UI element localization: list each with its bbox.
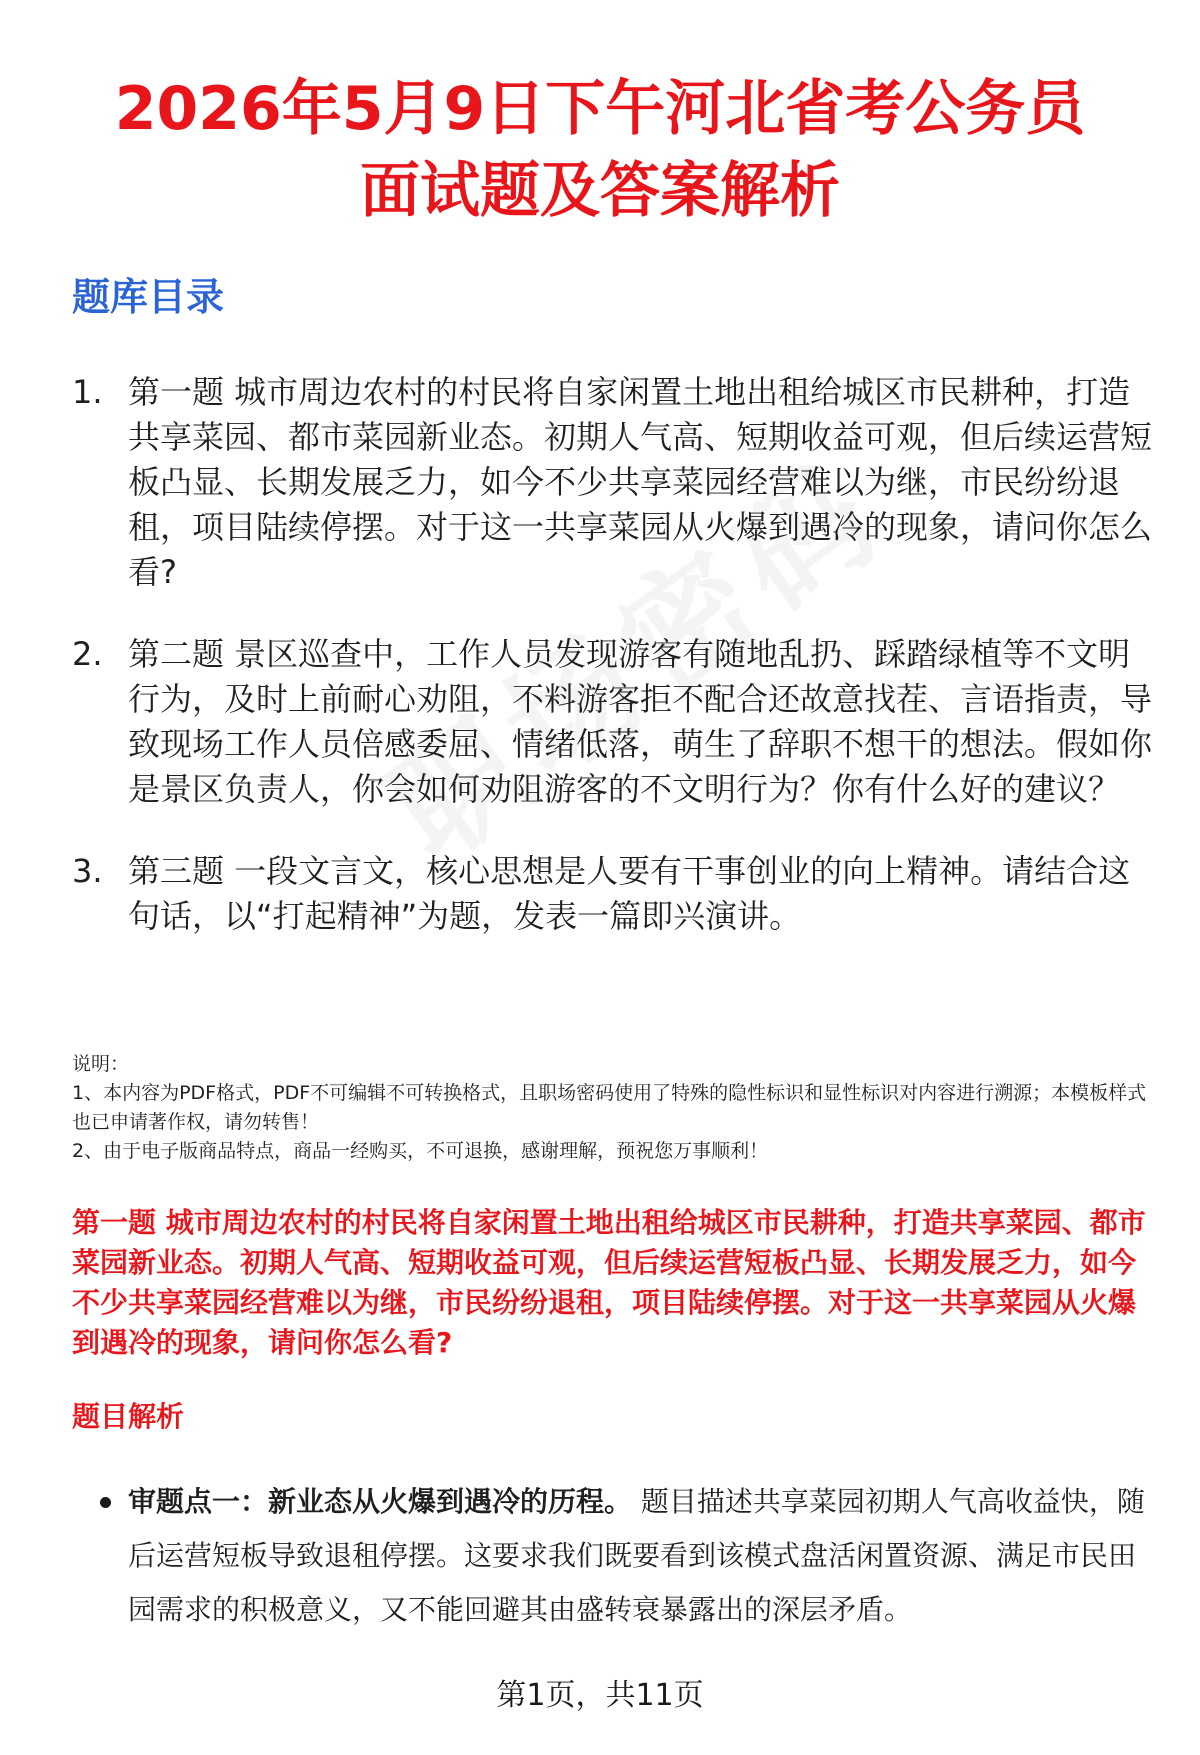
title-line-2: 面试题及答案解析 — [360, 156, 840, 226]
toc-item-text: 第一题 城市周边农村的村民将自家闲置土地出租给城区市民耕种，打造共享菜园、都市菜园新业态。初期人气高、短期收益可观，但后续运营短板凸显、长期发展乏力，如今不少共享菜园经营难以为继，市民纷纷退租，项目陆续停摆。对于这一共享菜园从火爆到遇冷的现象，请问你怎么看? — [128, 373, 1153, 591]
toc-item-number: 1. — [72, 373, 103, 411]
toc-item-number: 3. — [72, 852, 103, 890]
title-line-1: 2026年5月9日下午河北省考公务员 — [114, 74, 1086, 144]
toc-item-1[interactable] — [72, 370, 1152, 595]
note-1: 1、本内容为PDF格式，PDF不可编辑不可转换格式，且职场密码使用了特殊的隐性标识和显性标识对内容进行溯源；本模板样式也已申请著作权，请勿转售！ — [72, 1082, 1147, 1133]
toc-item-text: 第三题 一段文言文，核心思想是人要有干事创业的向上精神。请结合这句话，以“打起精神”为题，发表一篇即兴演讲。 — [128, 852, 1131, 935]
question-1-heading: 第一题 城市周边农村的村民将自家闲置土地出租给城区市民耕种，打造共享菜园、都市菜园新业态。初期人气高、短期收益可观，但后续运营短板凸显、长期发展乏力，如今不少共享菜园经营难以为继，市民纷纷退租，项目陆续停摆。对于这一共享菜园从火爆到遇冷的现象，请问你怎么看? — [72, 1206, 1146, 1359]
bullet-icon — [72, 1475, 128, 1637]
notes-label: 说明： — [72, 1053, 130, 1075]
analysis-point-text: 题目描述共享菜园初期人气高收益快，随后运营短板导致退租停摆。这要求我们既要看到该模式盘活闲置资源、满足市民田园需求的积极意义，又不能回避其由盛转衰暴露出的深层矛盾。 — [128, 1485, 1145, 1626]
toc-item-text: 第二题 景区巡查中，工作人员发现游客有随地乱扔、踩踏绿植等不文明行为，及时上前耐心劝阻，不料游客拒不配合还故意找茬、言语指责，导致现场工作人员倍感委屈、情绪低落，萌生了辞职不想干的想法。假如你是景区负责人，你会如何劝阻游客的不文明行为？你有什么好的建议？ — [128, 635, 1153, 808]
note-2: 2、由于电子版商品特点，商品一经购买，不可退换，感谢理解，预祝您万事顺利！ — [72, 1140, 769, 1162]
analysis-point-title: 审题点一：新业态从火爆到遇冷的历程。 — [128, 1485, 633, 1518]
notes-block — [72, 1050, 1162, 1166]
analysis-list — [72, 1475, 1152, 1637]
analysis-heading: 题目解析 — [72, 1400, 185, 1433]
page-title — [40, 68, 1160, 232]
analysis-point-body — [128, 1475, 1152, 1637]
toc-list — [72, 370, 1152, 976]
page-footer: 第1页，共11页 — [496, 1678, 704, 1713]
toc-item-2[interactable] — [72, 632, 1152, 812]
toc-item-number: 2. — [72, 635, 103, 673]
analysis-point-1 — [72, 1475, 1152, 1637]
toc-heading: 题库目录 — [72, 275, 225, 319]
toc-item-3[interactable] — [72, 849, 1152, 939]
